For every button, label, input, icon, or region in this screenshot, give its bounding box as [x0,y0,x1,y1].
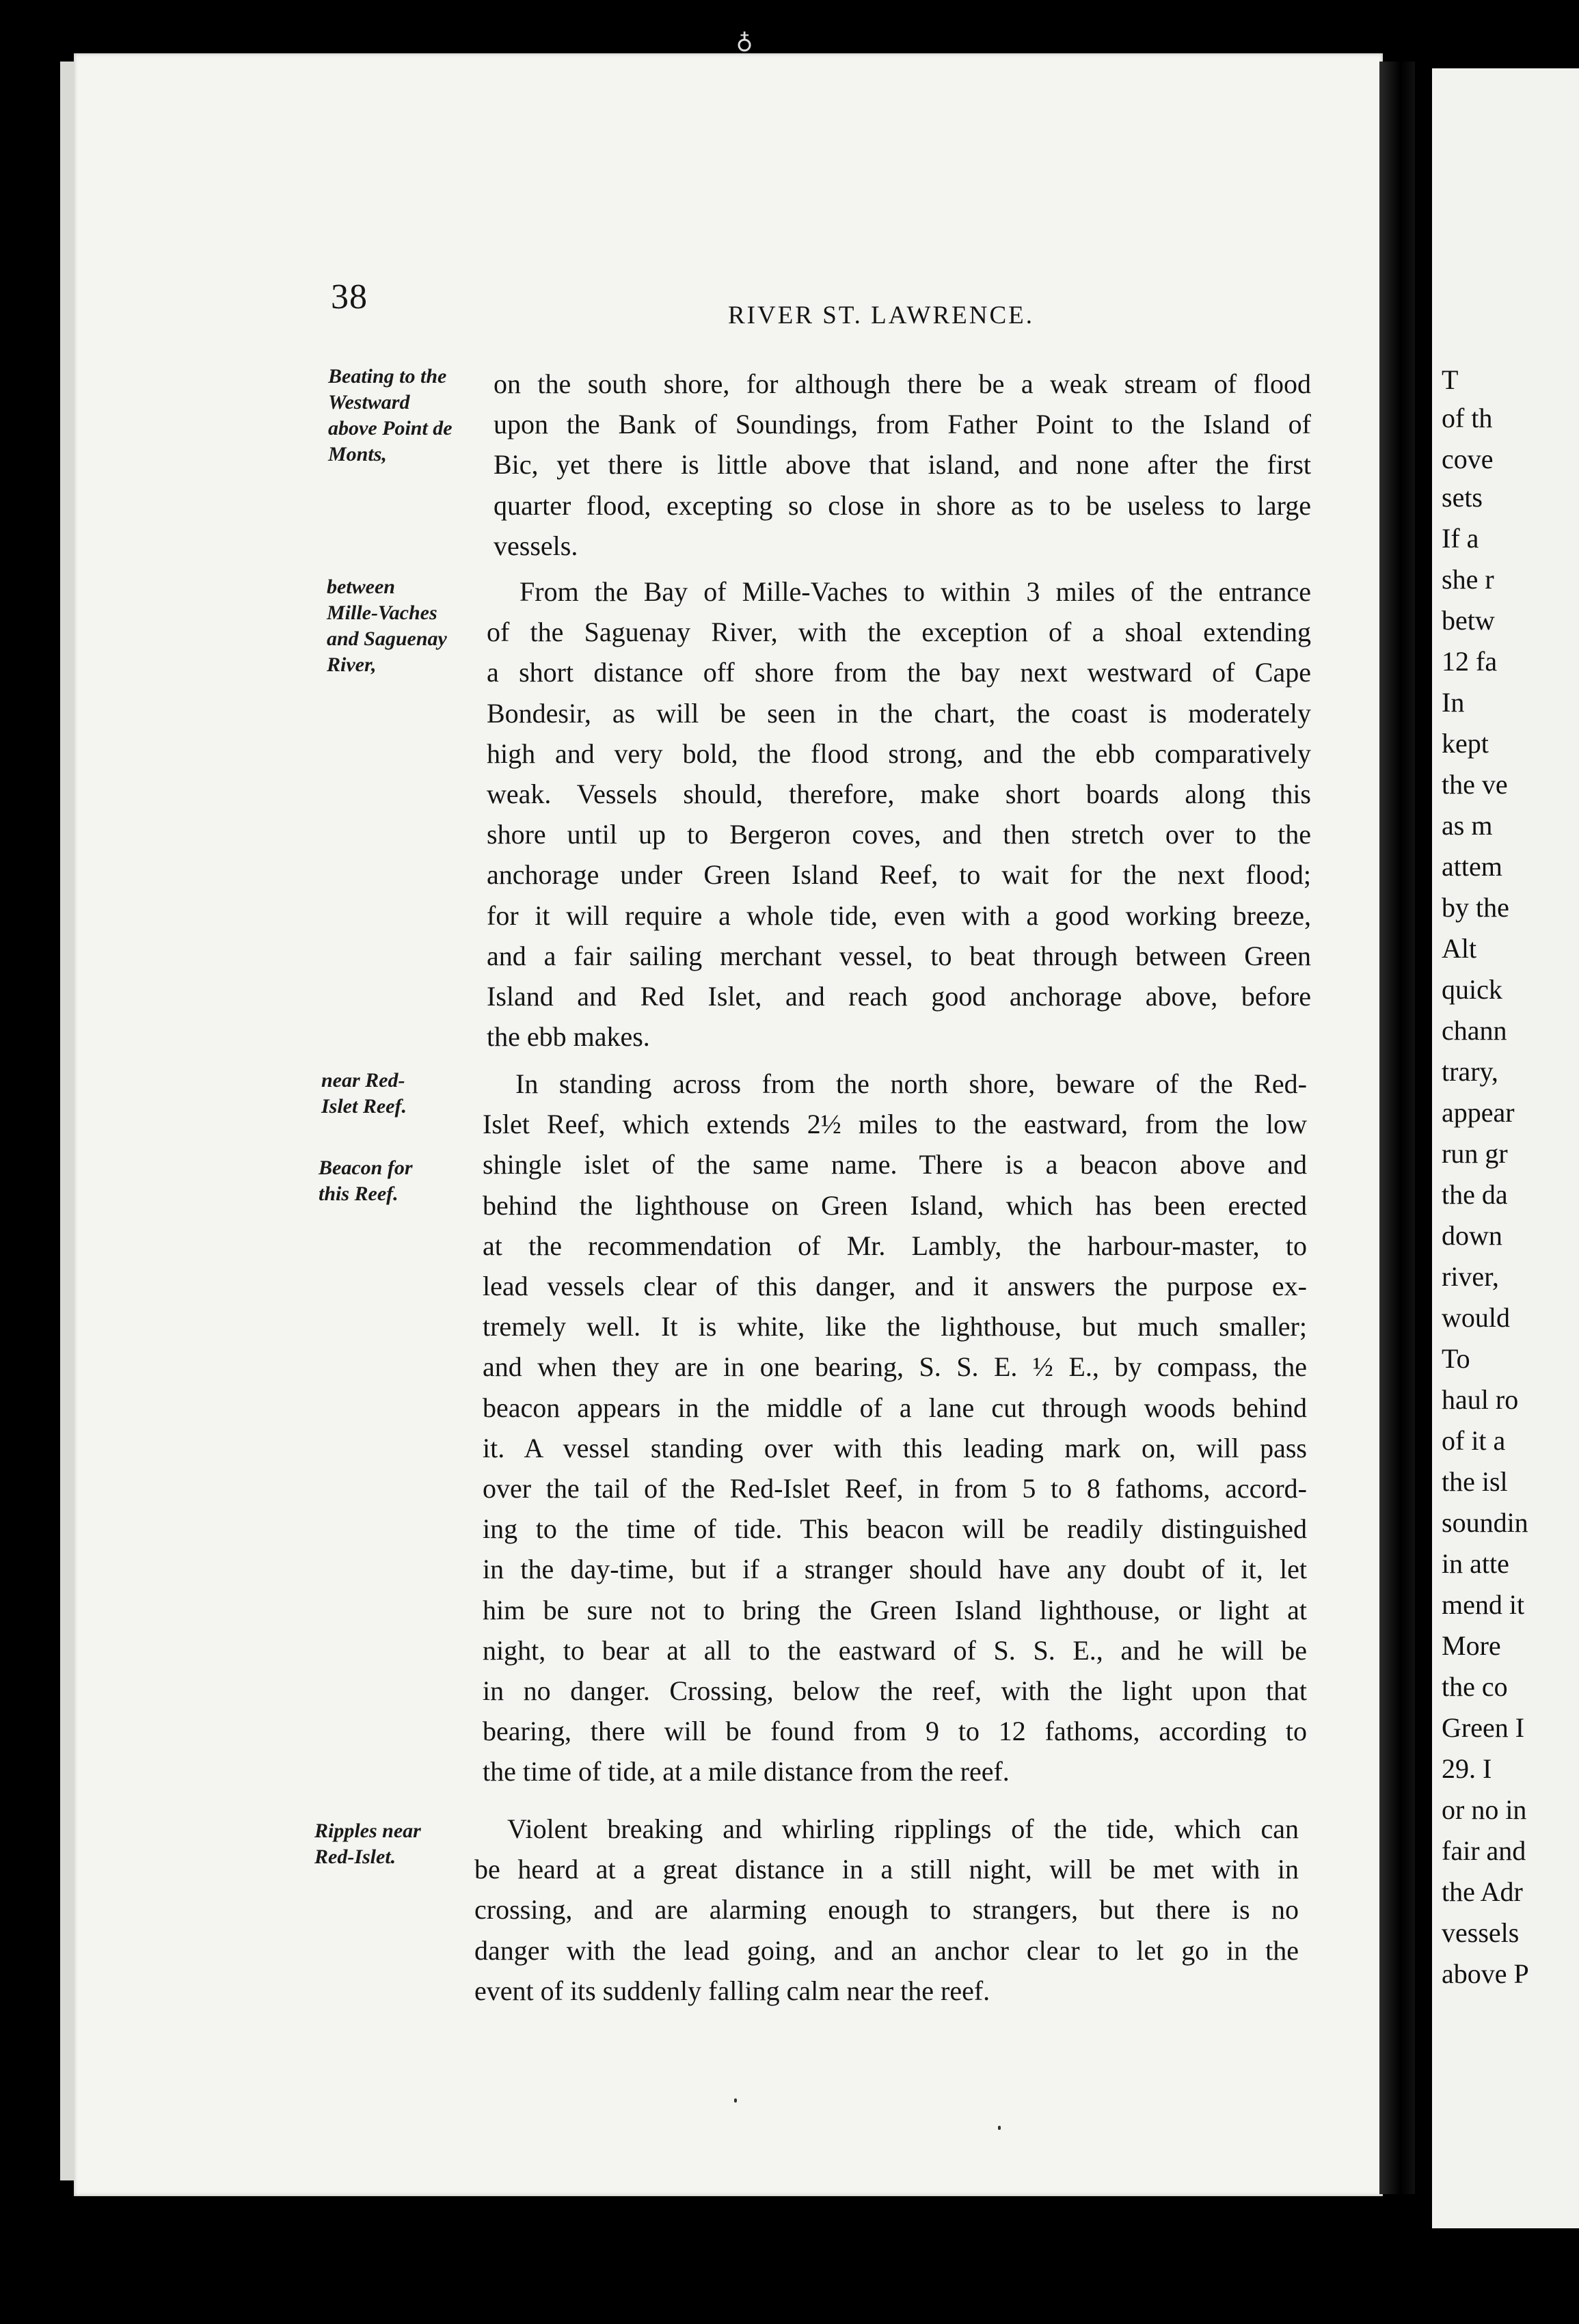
text-line: over the tail of the Red-Islet Reef, in from 5 to 8 fathoms, accord- [483,1473,1307,1504]
facing-page-fragment: 29. I [1442,1753,1492,1784]
facing-page-fragment: or no in [1442,1794,1527,1825]
text-line: From the Bay of Mille-Vaches to within 3 miles of the entrance [519,576,1311,607]
text-line: a short distance off shore from the bay next westward of Cape [487,657,1311,688]
text-line: weak. Vessels should, therefore, make short boards along this [487,779,1311,810]
text-line: Island and Red Islet, and reach good anchorage above, before [487,981,1311,1012]
text-line: it. A vessel standing over with this leading mark on, will pass [483,1432,1307,1463]
text-line: quarter flood, excepting so close in shore as to be useless to large [494,489,1311,521]
text-line: in no danger. Crossing, below the reef, with the light upon that [483,1675,1307,1707]
paragraph [487,571,1311,1057]
binding-mark-icon: ♁ [735,29,753,54]
text-line: anchorage under Green Island Reef, to wait for the next flood; [487,859,1311,891]
facing-page-fragment: cove [1442,444,1494,474]
facing-page-fragment: To [1442,1343,1470,1374]
text-line: shore until up to Bergeron coves, and then stretch over to the [487,819,1311,850]
margin-note: Beating to the Westward above Point de Monts, [328,365,453,465]
facing-page-fragment: attem [1442,851,1502,882]
facing-page-fragment: of th [1442,403,1493,433]
facing-page-fragment: run gr [1442,1138,1508,1169]
facing-page-fragment: above P [1442,1958,1529,1989]
facing-page-fragment: In [1442,687,1465,718]
text-line: lead vessels clear of this danger, and it answers the purpose ex- [483,1271,1307,1302]
text-line: the ebb makes. [487,1021,650,1053]
facing-page-fragment: mend it [1442,1589,1525,1620]
facing-page-fragment: sets [1442,482,1483,513]
facing-page-fragment: haul ro [1442,1384,1519,1415]
facing-page-fragment: quick [1442,974,1502,1005]
text-line: ing to the time of tide. This beacon will be readily distinguished [483,1513,1307,1545]
text-line: and a fair sailing merchant vessel, to beat through between Green [487,940,1311,971]
text-line: be heard at a great distance in a still night, will be met with in [474,1854,1299,1885]
running-head: RIVER ST. LAWRENCE. [728,301,1034,329]
text-line: beacon appears in the middle of a lane cut through woods behind [483,1392,1307,1423]
facing-page-fragment: More [1442,1630,1501,1661]
ink-speck [734,2098,737,2103]
facing-page-fragment: down [1442,1220,1502,1251]
text-line: upon the Bank of Soundings, from Father Point to the Island of [494,409,1311,440]
facing-page-fragment: of it a [1442,1425,1506,1456]
facing-page-fragment: the Adr [1442,1876,1523,1907]
text-line: tremely well. It is white, like the lighthouse, but much smaller; [483,1311,1307,1342]
facing-page-fragment: the ve [1442,769,1508,800]
facing-page-fragment: If a [1442,523,1479,554]
text-line: danger with the lead going, and an anchor clear to let go in the [474,1934,1299,1966]
text-line: event of its suddenly falling calm near the reef. [474,1975,990,2006]
text-line: night, to bear at all to the eastward of S. S. E., and he will be [483,1634,1307,1666]
facing-page-fragment: vessels [1442,1917,1520,1948]
text-line: in the day-time, but if a stranger should have any doubt of it, let [483,1554,1307,1585]
facing-page-fragment: the isl [1442,1466,1508,1497]
margin-note: near Red- Islet Reef. [321,1069,407,1118]
text-line: high and very bold, the flood strong, and the ebb comparatively [487,738,1311,769]
left-page-edge [60,62,74,2180]
text-line: on the south shore, for although there be a weak stream of flood [494,368,1311,399]
facing-page-fragment: the da [1442,1179,1508,1210]
facing-page-fragment: fair and [1442,1835,1526,1866]
text-line: the time of tide, at a mile distance from the reef. [483,1756,1010,1787]
facing-page-fragment: soundin [1442,1507,1528,1538]
text-line: of the Saguenay River, with the exception of a shoal extending [487,617,1311,648]
facing-page-fragment: betw [1442,605,1495,636]
text-line: vessels. [494,530,578,561]
ink-speck [998,2126,1001,2130]
margin-note: between Mille-Vaches and Saguenay River, [327,576,447,676]
text-line: behind the lighthouse on Green Island, which has been erected [483,1189,1307,1221]
text-line: bearing, there will be found from 9 to 12 fathoms, according to [483,1716,1307,1747]
facing-page [1432,68,1579,2228]
paragraph [483,1064,1307,1792]
facing-page-fragment: she r [1442,564,1494,595]
text-line: Violent breaking and whirling ripplings of the tide, which can [507,1813,1299,1844]
facing-page-fragment: T [1442,364,1459,395]
margin-note: Ripples near Red-Islet. [314,1820,421,1868]
facing-page-fragment: Alt [1442,933,1477,964]
text-line: at the recommendation of Mr. Lambly, the harbour-master, to [483,1230,1307,1261]
facing-page-fragment: would [1442,1302,1510,1333]
book-spine-shadow [1379,62,1415,2194]
text-line: Islet Reef, which extends 2½ miles to the eastward, from the low [483,1109,1307,1140]
text-line: and when they are in one bearing, S. S. E. ½ E., by compass, the [483,1351,1307,1383]
paragraph [494,364,1311,566]
facing-page-fragment: in atte [1442,1548,1509,1579]
margin-note: Beacon for this Reef. [319,1157,413,1205]
page-number: 38 [331,278,368,316]
text-line: In standing across from the north shore, beware of the Red- [515,1068,1307,1099]
text-line: shingle islet of the same name. There is a beacon above and [483,1149,1307,1180]
paragraph [474,1809,1299,2011]
facing-page-fragment: Green I [1442,1712,1525,1743]
text-line: crossing, and are alarming enough to strangers, but there is no [474,1894,1299,1926]
facing-page-fragment: as m [1442,810,1493,841]
facing-page-fragment: trary, [1442,1056,1498,1087]
facing-page-fragment: kept [1442,728,1489,759]
text-line: Bic, yet there is little above that island, and none after the first [494,449,1311,481]
facing-page-fragment: chann [1442,1015,1507,1046]
facing-page-fragment: the co [1442,1671,1508,1702]
facing-page-fragment: river, [1442,1261,1499,1292]
text-line: for it will require a whole tide, even with a good working breeze, [487,900,1311,931]
facing-page-fragment: 12 fa [1442,646,1498,677]
facing-page-fragment: by the [1442,892,1509,923]
facing-page-fragment: appear [1442,1097,1515,1128]
text-line: him be sure not to bring the Green Island lighthouse, or light at [483,1594,1307,1625]
text-line: Bondesir, as will be seen in the chart, the coast is moderately [487,697,1311,729]
